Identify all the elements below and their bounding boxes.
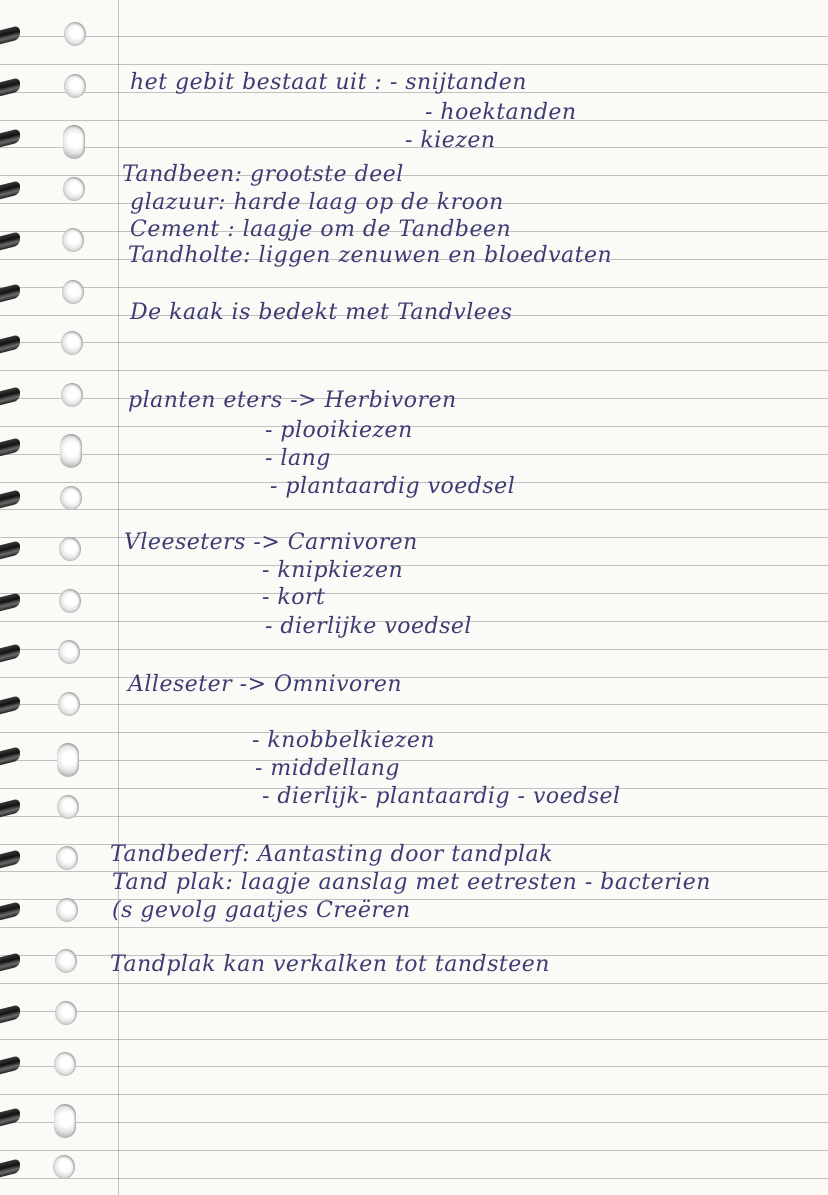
note-line: - plantaardig voedsel (270, 474, 516, 499)
ruled-line (0, 927, 828, 928)
spiral-coil (0, 180, 20, 199)
ruled-line (0, 1122, 828, 1123)
punch-hole (56, 898, 78, 922)
punch-hole (59, 589, 81, 613)
spiral-coil (0, 695, 20, 714)
ruled-line (0, 649, 828, 650)
ruled-line (0, 287, 828, 288)
note-line: - lang (265, 446, 331, 471)
note-line: glazuur: harde laag op de kroon (130, 190, 504, 215)
punch-hole (60, 486, 82, 510)
ruled-line (0, 36, 828, 37)
note-line: - dierlijk- plantaardig - voedsel (262, 784, 621, 809)
spiral-coil (0, 25, 20, 44)
ruled-line (0, 1039, 828, 1040)
note-line: - middellang (255, 756, 400, 781)
spiral-coil (0, 643, 20, 662)
ruled-line (0, 370, 828, 371)
spiral-coil (0, 849, 20, 868)
spiral-coil (0, 1055, 20, 1074)
ruled-line (0, 1094, 828, 1095)
punch-hole (63, 177, 85, 201)
note-line: Cement : laagje om de Tandbeen (130, 217, 512, 242)
punch-hole (55, 949, 77, 973)
punch-hole (58, 640, 80, 664)
spiral-coil (0, 489, 20, 508)
spiral-coil (0, 1158, 20, 1177)
ruled-line (0, 342, 828, 343)
ruled-line (0, 704, 828, 705)
punch-hole (63, 125, 85, 159)
ruled-line (0, 1011, 828, 1012)
ruled-line (0, 1178, 828, 1179)
note-line: - dierlijke voedsel (265, 614, 472, 639)
punch-hole (61, 331, 83, 355)
note-line: - knobbelkiezen (252, 728, 436, 753)
spiral-coil (0, 1004, 20, 1023)
ruled-line (0, 64, 828, 65)
punch-hole (62, 228, 84, 252)
spiral-coil (0, 334, 20, 353)
punch-hole (61, 383, 83, 407)
ruled-line (0, 816, 828, 817)
punch-hole (54, 1052, 76, 1076)
punch-hole (59, 537, 81, 561)
note-line: Vleeseters -> Carnivoren (124, 530, 418, 555)
note-line: - knipkiezen (262, 558, 404, 583)
note-line: Tandplak kan verkalken tot tandsteen (110, 952, 550, 977)
spiral-coil (0, 231, 20, 250)
note-line: - plooikiezen (265, 418, 413, 443)
ruled-line (0, 760, 828, 761)
note-line: Tandbederf: Aantasting door tandplak (110, 842, 554, 867)
ruled-line (0, 677, 828, 678)
ruled-line (0, 1066, 828, 1067)
punch-hole (57, 795, 79, 819)
punch-hole (53, 1155, 75, 1179)
punch-hole (57, 743, 79, 777)
spiral-coil (0, 798, 20, 817)
punch-hole (56, 846, 78, 870)
punch-hole (62, 280, 84, 304)
spiral-coil (0, 128, 20, 147)
note-line: Alleseter -> Omnivoren (128, 672, 403, 697)
spiral-coil (0, 746, 20, 765)
note-line: Tand plak: laagje aanslag met eetresten - bacterien (112, 870, 711, 895)
margin-line (118, 0, 119, 1195)
note-line: - kiezen (405, 128, 496, 153)
note-line: planten eters -> Herbivoren (128, 388, 457, 413)
punch-hole (64, 74, 86, 98)
ruled-line (0, 593, 828, 594)
punch-hole (54, 1104, 76, 1138)
note-line: Tandholte: liggen zenuwen en bloedvaten (128, 243, 613, 268)
spiral-coil (0, 386, 20, 405)
ruled-line (0, 120, 828, 121)
ruled-line (0, 983, 828, 984)
ruled-line (0, 426, 828, 427)
spiral-coil (0, 592, 20, 611)
spiral-coil (0, 540, 20, 559)
ruled-line (0, 1150, 828, 1151)
note-line: Tandbeen: grootste deel (122, 162, 404, 187)
ruled-line (0, 565, 828, 566)
punch-hole (60, 434, 82, 468)
spiral-coil (0, 1107, 20, 1126)
ruled-line (0, 509, 828, 510)
note-line: het gebit bestaat uit : - snijtanden (130, 70, 527, 95)
note-line: - kort (262, 585, 326, 610)
punch-hole (64, 22, 86, 46)
spiral-coil (0, 901, 20, 920)
note-line: De kaak is bedekt met Tandvlees (130, 300, 513, 325)
punch-hole (58, 692, 80, 716)
ruled-line (0, 454, 828, 455)
note-line: - hoektanden (425, 100, 577, 125)
punch-hole (55, 1001, 77, 1025)
note-line: (s gevolg gaatjes Creëren (112, 898, 411, 923)
spiral-coil (0, 77, 20, 96)
